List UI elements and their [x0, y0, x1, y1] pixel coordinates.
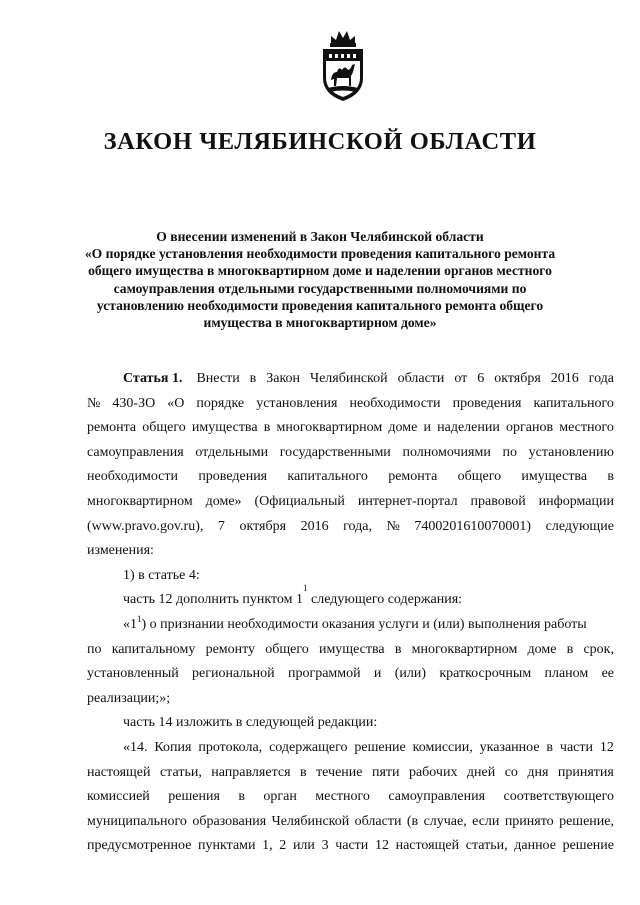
word: капитального	[287, 469, 368, 485]
word: настоящей	[87, 764, 151, 780]
word: от	[454, 371, 468, 386]
word: в	[299, 764, 307, 780]
word: срок,	[583, 641, 614, 657]
word: года	[588, 371, 614, 386]
subtitle-line: установлению необходимости проведения капитального ремонта общего	[96, 297, 544, 313]
word: (Официальный	[254, 493, 345, 509]
law-title: ЗАКОН ЧЕЛЯБИНСКОЙ ОБЛАСТИ	[103, 128, 537, 155]
word: необходимости	[87, 469, 179, 485]
word: реализации;»;	[87, 690, 171, 706]
word: ее	[601, 666, 614, 682]
word: интернет-портал	[357, 493, 458, 509]
word: №	[87, 395, 101, 411]
word: 7400201610070001)	[414, 518, 532, 534]
word: изменения:	[87, 543, 154, 559]
word: ремонту	[205, 641, 256, 657]
word: имущества	[521, 469, 588, 485]
text-line	[87, 687, 614, 712]
word: отдельными	[195, 444, 269, 460]
word: «О	[167, 395, 185, 411]
word: и	[423, 420, 431, 436]
document-body	[87, 367, 614, 859]
point-1-1-text: ) о признании необходимости оказания услуги и (или) выполнения работы	[141, 616, 587, 632]
text-line	[87, 785, 614, 810]
text-line	[87, 441, 614, 466]
word: решение,	[559, 813, 614, 829]
text-line	[87, 490, 614, 515]
word: ремонта	[87, 420, 137, 436]
part-12-text: часть 12 дополнить пунктом 1	[123, 592, 304, 608]
subtitle-line: имущества в многоквартирном доме»	[203, 315, 437, 331]
word: полномочиями	[402, 444, 491, 460]
word: (www.pravo.gov.ru),	[87, 518, 204, 534]
subtitle-line: «О порядке установления необходимости проведения капитального ремонта	[84, 246, 556, 262]
word: местного	[315, 789, 370, 805]
word: соответствующего	[503, 789, 614, 805]
text-line	[87, 761, 614, 786]
point-1-1-open: «1	[123, 616, 137, 632]
word: 7	[217, 518, 225, 534]
word: образования	[192, 813, 267, 829]
subtitle-line: общего имущества в многоквартирном доме и наделении органов местного	[88, 263, 552, 279]
word: в	[263, 420, 271, 436]
word: данное	[514, 838, 556, 854]
point-1-1-start	[123, 613, 587, 638]
word: региональной	[192, 666, 275, 682]
word: (или)	[394, 666, 427, 682]
word: или	[292, 838, 315, 854]
word: самоуправления	[388, 789, 486, 805]
word: доме	[388, 420, 418, 436]
word: общего	[142, 420, 186, 436]
text-line	[87, 834, 614, 859]
part-12-line	[87, 583, 614, 613]
word: имущества	[191, 420, 258, 436]
word: дня	[527, 764, 549, 780]
word: многоквартирном	[87, 493, 193, 509]
word: случае,	[423, 813, 467, 829]
word: области	[397, 371, 445, 386]
word: местного	[559, 420, 614, 436]
word: решения	[168, 789, 220, 805]
word: в	[249, 371, 257, 386]
item-1: 1) в статье 4:	[123, 567, 200, 583]
word: Копия	[154, 739, 192, 755]
part-12-sup: 1	[303, 583, 308, 594]
word: течение	[316, 764, 363, 780]
word: наделении	[437, 420, 500, 436]
word: в	[238, 789, 245, 805]
word: муниципального	[87, 813, 187, 829]
word: направляется	[211, 764, 291, 780]
word: краткосрочным	[439, 666, 532, 682]
word: 6	[477, 371, 485, 386]
word: в	[546, 739, 554, 755]
subtitle-line: О внесении изменений в Закон Челябинской области	[156, 229, 484, 244]
word: и	[373, 666, 382, 682]
word: пунктами	[198, 838, 256, 854]
word: капитального	[533, 395, 614, 411]
word: со	[504, 764, 518, 780]
word: по	[502, 444, 517, 460]
word: установления	[256, 395, 338, 411]
text-line	[87, 392, 614, 417]
part-12-text-end: следующего содержания:	[307, 592, 463, 608]
text-line	[87, 465, 614, 490]
word: в	[394, 641, 402, 657]
word: «14.	[123, 739, 148, 755]
word: в	[607, 469, 614, 485]
word: имущества	[318, 641, 385, 657]
word: необходимости	[349, 395, 441, 411]
word: органов	[506, 420, 554, 436]
word: области	[354, 813, 402, 829]
word: Челябинской	[309, 371, 388, 386]
word: октября	[239, 518, 287, 534]
word: содержащего	[269, 739, 348, 755]
word: 12	[599, 739, 614, 755]
word: статьи,	[159, 764, 202, 780]
word: ремонта	[388, 469, 438, 485]
word: указанное	[479, 739, 540, 755]
word: статьи,	[465, 838, 508, 854]
word: государственными	[279, 444, 391, 460]
word: орган	[263, 789, 297, 805]
word: 2	[279, 838, 287, 854]
word: многоквартирном	[276, 420, 383, 436]
word: решение	[562, 838, 614, 854]
article-first-line	[87, 367, 614, 392]
point-1-1-first-line	[87, 613, 614, 638]
word: установлению	[528, 444, 614, 460]
word: доме	[527, 641, 557, 657]
word: 1,	[262, 838, 273, 854]
text-line	[196, 367, 614, 392]
word: следующие	[545, 518, 614, 534]
word: протокола,	[198, 739, 263, 755]
text-line	[87, 638, 614, 663]
word: 2016	[300, 518, 329, 534]
word: комиссии,	[412, 739, 473, 755]
word: порядке	[196, 395, 245, 411]
word: дней	[466, 764, 496, 780]
word: в	[566, 641, 574, 657]
word: настоящей	[395, 838, 460, 854]
part-14-line: часть 14 изложить в следующей редакции:	[123, 715, 378, 731]
point-1-1-sup: 1	[137, 613, 142, 624]
word: программой	[287, 666, 361, 682]
word: (в	[406, 813, 419, 829]
word: 430-ЗО	[112, 395, 156, 411]
word: октября	[494, 371, 541, 386]
word: планом	[544, 666, 589, 682]
word: проведения	[452, 395, 522, 411]
word: комиссией	[87, 789, 150, 805]
word: общего	[457, 469, 502, 485]
word: предусмотренное	[87, 838, 192, 854]
word: рабочих	[408, 764, 458, 780]
text-line	[87, 416, 614, 441]
text-line	[87, 539, 614, 564]
text-line	[87, 515, 614, 540]
word: если	[472, 813, 500, 829]
text-line	[87, 662, 614, 687]
word: 12	[374, 838, 389, 854]
word: принятия	[557, 764, 614, 780]
word: многоквартирном	[411, 641, 518, 657]
word: Закон	[266, 371, 301, 386]
word: правовой	[470, 493, 526, 509]
word: капитальному	[111, 641, 196, 657]
word: части	[559, 739, 593, 755]
word: Челябинской	[271, 813, 350, 829]
chelyabinsk-coat-of-arms-icon	[318, 28, 368, 104]
word: установленный	[87, 666, 179, 682]
word: информации	[538, 493, 614, 509]
word: доме»	[205, 493, 242, 509]
word: по	[87, 641, 102, 657]
word: Внести	[196, 371, 240, 386]
word: пяти	[371, 764, 400, 780]
word: проведения	[198, 469, 268, 485]
word: общего	[265, 641, 309, 657]
text-line	[87, 810, 614, 835]
word: 3	[321, 838, 329, 854]
word: года,	[343, 518, 372, 534]
word: принято	[504, 813, 554, 829]
word: части	[335, 838, 369, 854]
word: самоуправления	[87, 444, 184, 460]
article-label: Статья 1.	[123, 371, 183, 386]
word: 2016	[550, 371, 579, 386]
law-subtitle	[60, 228, 580, 331]
word: №	[386, 518, 400, 534]
word: решение	[354, 739, 406, 755]
subtitle-line: самоуправления отдельными государственными полномочиями по	[113, 280, 527, 296]
text-line	[87, 736, 614, 761]
